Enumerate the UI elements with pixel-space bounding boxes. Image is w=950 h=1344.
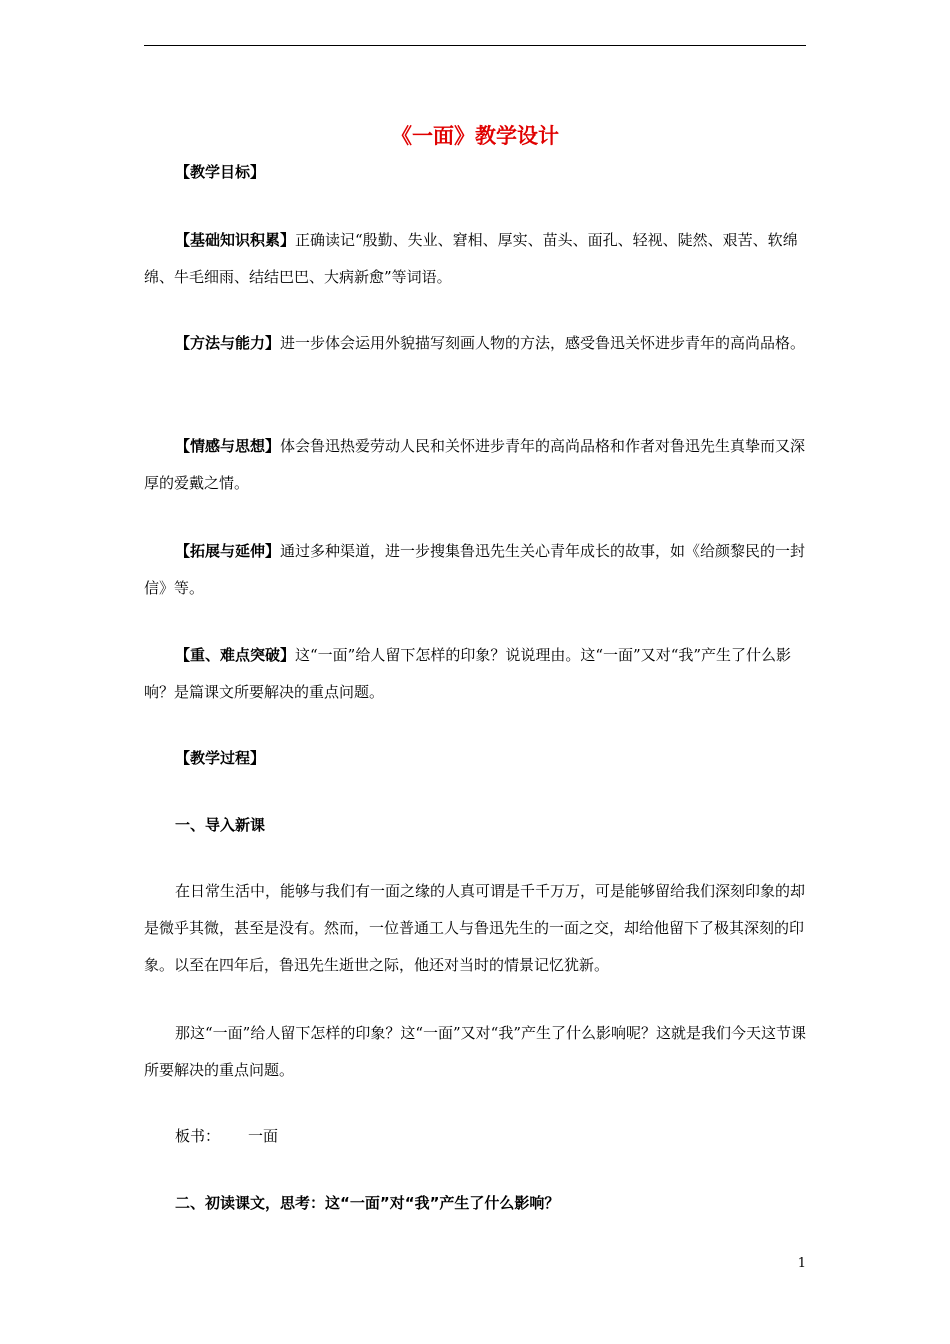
document-title: 《一面》教学设计 xyxy=(391,124,559,148)
section2-heading: 二、初读课文，思考：这“一面”对“我”产生了什么影响？ xyxy=(175,1194,560,1212)
section1-paragraph-2: 那这“一面”给人留下怎样的印象？这“一面”又对“我”产生了什么影响呢？这就是我们今天这节课所要解决的重点问题。 xyxy=(144,1024,807,1079)
goal-text: 这“一面”给人留下怎样的印象？说说理由。这“一面”又对“我”产生了什么影响？是篇课文所要解决的重点问题。 xyxy=(144,646,792,701)
goal-label: 【情感与思想】 xyxy=(175,437,281,455)
teaching-process-heading: 【教学过程】 xyxy=(175,749,266,767)
page-number: 1 xyxy=(797,1256,806,1271)
goal-label: 【基础知识积累】 xyxy=(175,231,296,249)
goal-label: 【重、难点突破】 xyxy=(175,646,296,664)
goal-label: 【拓展与延伸】 xyxy=(175,542,281,560)
header-rule xyxy=(144,45,806,46)
section1-paragraph-1: 在日常生活中，能够与我们有一面之缘的人真可谓是千千万万，可是能够留给我们深刻印象的却是微乎其微，甚至是没有。然而，一位普通工人与鲁迅先生的一面之交，却给他留下了极其深刻的印象。以至在四年后，鲁迅先生逝世之际，他还对当时的情景记忆犹新。 xyxy=(144,882,806,974)
board-writing xyxy=(144,1118,806,1155)
goal-emotion-thought xyxy=(144,428,806,502)
goal-extension xyxy=(144,533,806,607)
teaching-goals-heading: 【教学目标】 xyxy=(175,163,266,181)
goal-text: 进一步体会运用外貌描写刻画人物的方法，感受鲁迅关怀进步青年的高尚品格。 xyxy=(280,334,806,352)
goal-text: 通过多种渠道，进一步搜集鲁迅先生关心青年成长的故事，如《给颜黎民的一封信》等。 xyxy=(144,542,806,597)
goal-text: 正确读记“殷勤、失业、窘相、厚实、苗头、面孔、轻视、陡然、艰苦、软绵绵、牛毛细雨、结结巴巴、大病新愈”等词语。 xyxy=(144,231,798,286)
board-value: 一面 xyxy=(248,1127,279,1145)
board-label: 板书： xyxy=(175,1127,221,1145)
goal-method-ability xyxy=(144,325,806,362)
goal-key-difficulty xyxy=(144,637,806,711)
goal-basic-knowledge xyxy=(144,222,806,296)
section1-heading: 一、导入新课 xyxy=(175,816,266,834)
goal-text: 体会鲁迅热爱劳动人民和关怀进步青年的高尚品格和作者对鲁迅先生真挚而又深厚的爱戴之情。 xyxy=(144,437,806,492)
goal-label: 【方法与能力】 xyxy=(175,334,281,352)
